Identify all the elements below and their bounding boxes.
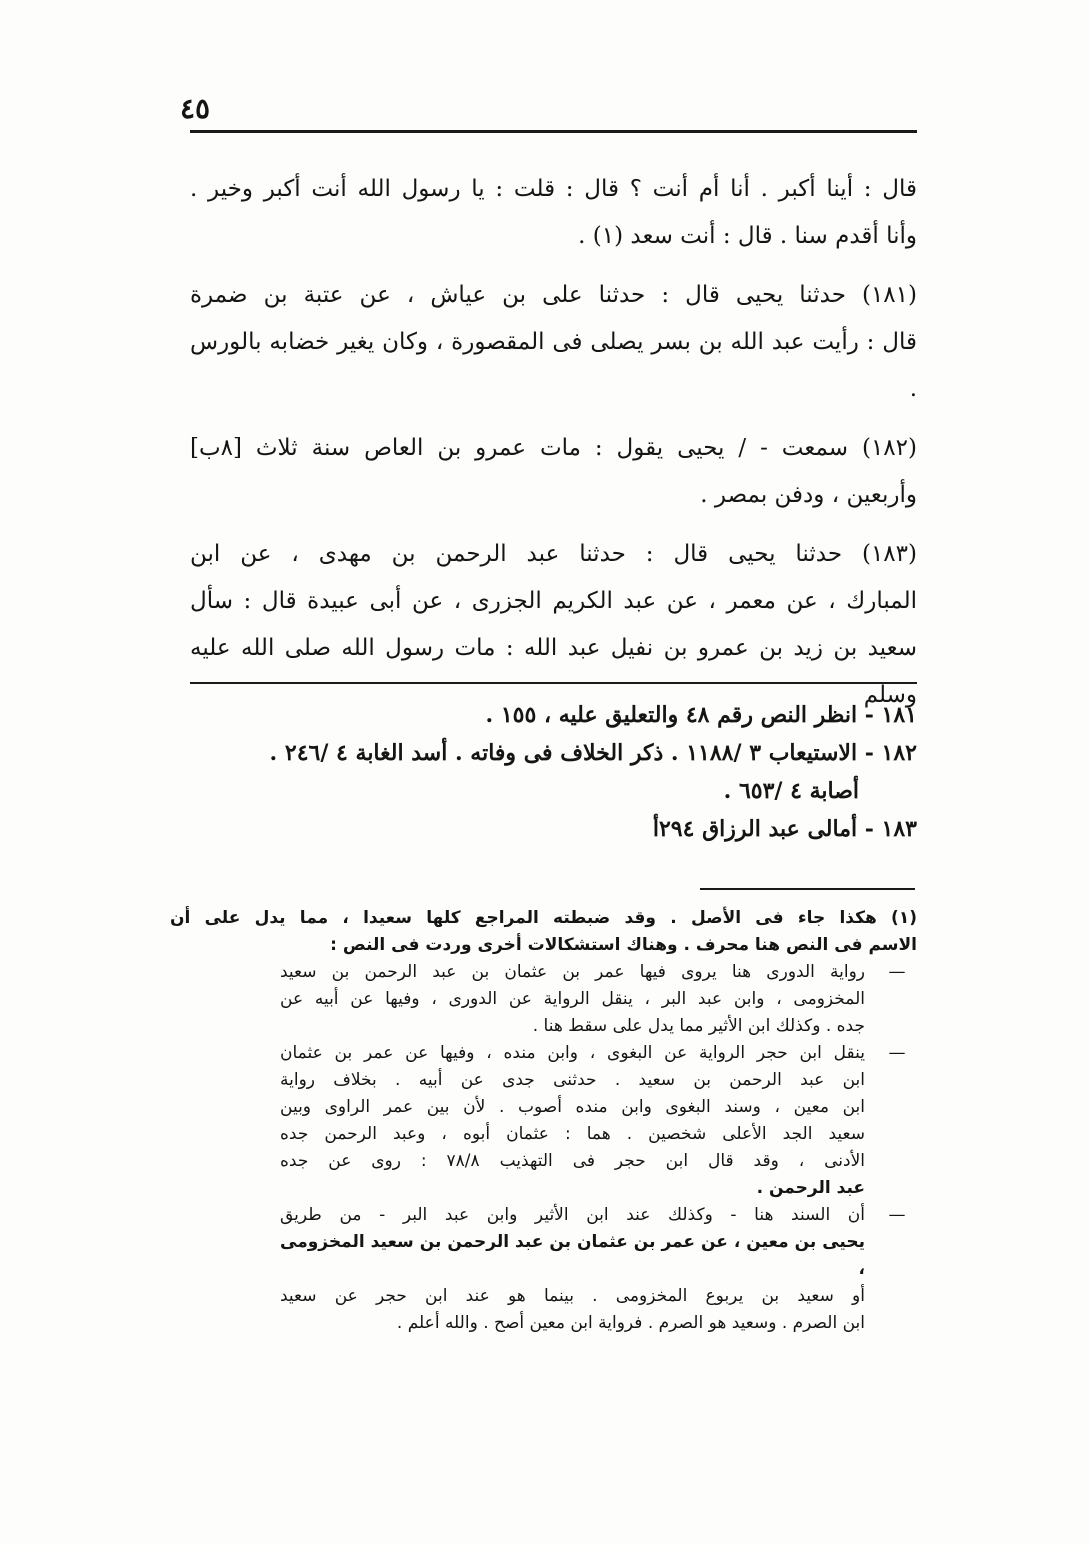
- footnote-item: [170, 959, 917, 1040]
- reference-183: ١٨٣ - أمالى عبد الرزاق ٢٩٤أ: [652, 816, 917, 842]
- page-number: ٤٥: [180, 92, 211, 125]
- footnote-line: يحيى بن معين ، عن عمر بن عثمان بن عبد الرحمن بن سعيد المخزومى ،: [280, 1232, 865, 1279]
- paragraph-hadith-180-end: [190, 166, 917, 260]
- dash-marker: —: [888, 962, 906, 982]
- text-line: وأربعين ، ودفن بمصر .: [700, 482, 917, 508]
- references-list: [190, 696, 917, 848]
- text-line: سعيد بن زيد بن عمرو بن نفيل عبد الله : مات رسول الله صلى الله عليه وسلم: [190, 635, 917, 708]
- text-line: المبارك ، عن معمر ، عن عبد الكريم الجزرى ، عن أبى عبيدة قال : سأل: [190, 588, 917, 614]
- paragraph-hadith-181: [190, 272, 917, 413]
- footnote-line: جده . وكذلك ابن الأثير مما يدل على سقط هنا .: [532, 1016, 865, 1036]
- footnote: [170, 905, 917, 1337]
- reference-182-continued: أصابة ٤ /٦٥٣ .: [723, 778, 859, 804]
- footnote-separator: [700, 888, 915, 890]
- footnote-line: سعيد الجد الأعلى شخصين . هما : عثمان أبوه ، وعبد الرحمن جده: [280, 1124, 865, 1144]
- text-line: قال : رأيت عبد الله بن بسر يصلى فى المقصورة ، وكان يغير خضابه بالورس .: [190, 329, 917, 402]
- paragraph-hadith-182: [190, 425, 917, 519]
- dash-marker: —: [888, 1205, 906, 1225]
- footnote-line: ابن عبد الرحمن بن سعيد . حدثنى جدى عن أبيه . بخلاف رواية: [280, 1070, 865, 1090]
- footnote-line: عبد الرحمن .: [756, 1178, 865, 1198]
- text-line: (١٨١) حدثنا يحيى قال : حدثنا على بن عياش ، عن عتبة بن ضمرة: [190, 282, 917, 308]
- header-rule: [190, 130, 917, 133]
- footnote-line: ابن معين ، وسند البغوى وابن منده أصوب . لأن بين عمر الراوى وبين: [280, 1097, 865, 1117]
- footnote-line: ابن الصرم . وسعيد هو الصرم . فرواية ابن معين أصح . والله أعلم .: [396, 1313, 865, 1333]
- main-text: [190, 166, 917, 731]
- text-line: (١٨٢) سمعت - / يحيى يقول : مات عمرو بن العاص سنة ثلاث [٨ب]: [190, 435, 917, 461]
- footnote-item: [170, 1202, 917, 1337]
- references-separator: [190, 682, 917, 684]
- footnote-line: أو سعيد بن يربوع المخزومى . بينما هو عند ابن حجر عن سعيد: [280, 1286, 865, 1306]
- footnote-line: رواية الدورى هنا يروى فيها عمر بن عثمان بن عبد الرحمن بن سعيد: [280, 962, 865, 982]
- reference-182: ١٨٢ - الاستيعاب ٣ /١١٨٨ . ذكر الخلاف فى وفاته . أسد الغابة ٤ /٢٤٦ .: [269, 740, 917, 766]
- footnote-line: أن السند هنا - وكذلك عند ابن الأثير وابن عبد البر - من طريق: [280, 1205, 865, 1225]
- footnote-intro: [170, 905, 917, 959]
- text-line: قال : أينا أكبر . أنا أم أنت ؟ قال : قلت : يا رسول الله أنت أكبر وخير .: [190, 176, 917, 202]
- text-line: وأنا أقدم سنا . قال : أنت سعد (١) .: [578, 223, 917, 249]
- footnote-line: ينقل ابن حجر الرواية عن البغوى ، وابن منده ، وفيها عن عمر بن عثمان: [280, 1043, 865, 1063]
- dash-marker: —: [888, 1043, 906, 1063]
- text-line: (١٨٣) حدثنا يحيى قال : حدثنا عبد الرحمن بن مهدى ، عن ابن: [190, 541, 917, 567]
- paragraph-hadith-183: [190, 531, 917, 719]
- footnote-line: (١) هكذا جاء فى الأصل . وقد ضبطته المراجع كلها سعيدا ، مما يدل على أن: [170, 908, 917, 928]
- footnote-line: المخزومى ، وابن عبد البر ، ينقل الرواية عن الدورى ، وفيها عن أبيه عن: [280, 989, 865, 1009]
- footnote-line: الأدنى ، وقد قال ابن حجر فى التهذيب ٧٨/٨ : روى عن جده: [280, 1151, 866, 1171]
- footnote-item: [170, 1040, 917, 1202]
- footnote-line: الاسم فى النص هنا محرف . وهناك استشكالات أخرى وردت فى النص :: [330, 935, 917, 955]
- reference-181: ١٨١ - انظر النص رقم ٤٨ والتعليق عليه ، ١٥٥ .: [485, 702, 917, 728]
